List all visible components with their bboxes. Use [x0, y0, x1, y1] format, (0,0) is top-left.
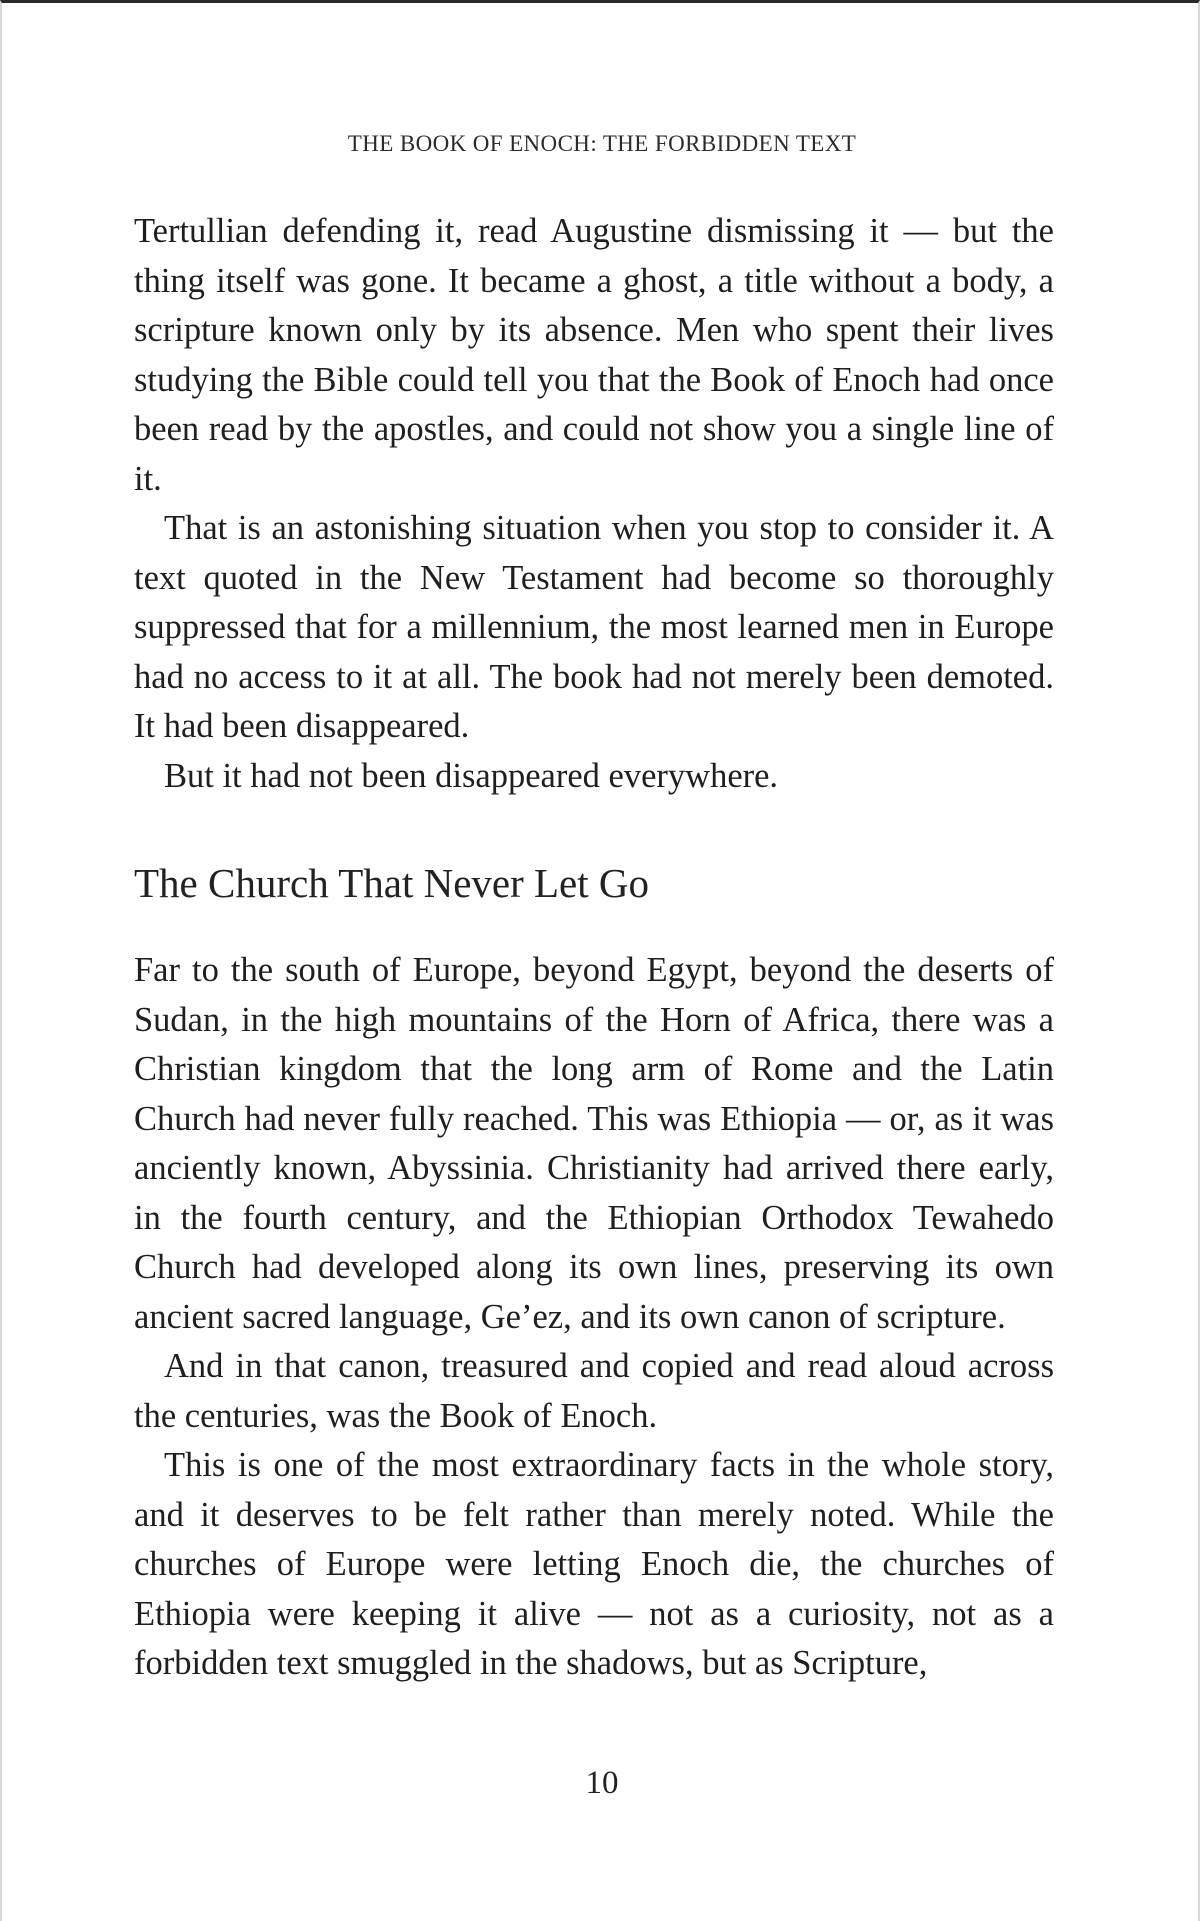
paragraph: Tertullian defending it, read Augustine dismissing it — but the thing itself was gone. It became a ghost, a title without a body, a scripture known only by its absence. Men who spent their lives studying the Bible could tell you that the Book of Enoch had once been read by the apostles, and could not show you a single line of it.	[134, 212, 1054, 498]
page-number: 10	[585, 1765, 619, 1801]
paragraph: That is an astonishing situation when you stop to consider it. A text quoted in the New Testament had become so thoroughly suppressed that for a millennium, the most learned men in Europe had no access to it at all. The book had not merely been demoted. It had been disappeared.	[134, 509, 1054, 745]
paragraph: And in that canon, treasured and copied and read aloud across the centuries, was the Book of Enoch.	[134, 1347, 1054, 1435]
body-text	[134, 207, 1054, 1689]
running-head: THE BOOK OF ENOCH: THE FORBIDDEN TEXT	[347, 131, 857, 156]
section-heading: The Church That Never Let Go	[134, 860, 649, 906]
paragraph: But it had not been disappeared everywhere.	[164, 756, 779, 795]
paragraph: Far to the south of Europe, beyond Egypt, beyond the deserts of Sudan, in the high mountains of the Horn of Africa, there was a Christian kingdom that the long arm of Rome and the Latin Church had never fully reached. This was Ethiopia — or, as it was anciently known, Abyssinia. Christianity had arrived there early, in the fourth century, and the Ethiopian Orthodox Tewahedo Church had developed along its own lines, preserving its own ancient sacred language, Ge’ez, and its own canon of scripture.	[134, 951, 1054, 1336]
paragraph: This is one of the most extraordinary facts in the whole story, and it deserves to be felt rather than merely noted. While the churches of Europe were letting Enoch die, the churches of Ethiopia were keeping it alive — not as a curiosity, not as a forbidden text smuggled in the shadows, but as Scripture,	[134, 1446, 1054, 1682]
